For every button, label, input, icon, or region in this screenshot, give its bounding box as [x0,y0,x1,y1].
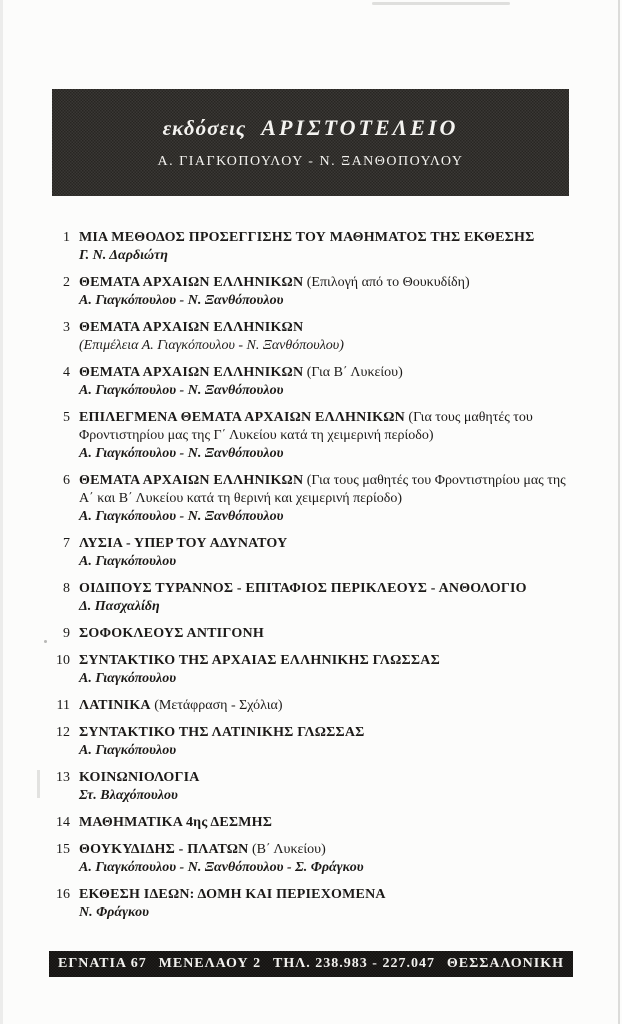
book-title: ΘΕΜΑΤΑ ΑΡΧΑΙΩΝ ΕΛΛΗΝΙΚΩΝ [79,473,304,488]
book-editor-note: (Επιμέλεια Α. Γιαγκόπουλου - Ν. Ξανθόπουλου) [79,338,344,353]
book-author: Α. Γιαγκόπουλου [79,554,177,569]
book-title: ΚΟΙΝΩΝΙΟΛΟΓΙΑ [79,770,200,785]
book-title-line [79,580,573,598]
scan-edge-left [0,0,3,1024]
book-author: Α. Γιαγκόπουλου - Ν. Ξανθόπουλου [79,383,284,398]
book-title-line [79,274,573,292]
book-number: 12 [56,725,70,740]
book-title-line [79,625,573,643]
publisher-brand-line [163,115,459,141]
book-number: 4 [63,365,70,380]
book-title-line [79,724,573,742]
book-item [46,364,573,400]
scan-edge-right [618,0,620,1024]
book-title: ΛΑΤΙΝΙΚΑ [79,698,151,713]
book-author: Α. Γιαγκόπουλου [79,671,177,686]
book-author: Α. Γιαγκόπουλου - Ν. Ξανθόπουλου - Σ. Φράγκου [79,860,364,875]
book-author: Α. Γιαγκόπουλου - Ν. Ξανθόπουλου [79,446,284,461]
book-title-line [79,472,573,508]
book-title-line [79,886,573,904]
book-item [46,652,573,688]
book-author: Α. Γιαγκόπουλου - Ν. Ξανθόπουλου [79,293,284,308]
footer-city: ΘΕΣΣΑΛΟΝΙΚΗ [446,956,564,971]
book-number: 9 [63,626,70,641]
book-number: 10 [56,653,70,668]
publisher-name: ΑΡΙΣΤΟΤΕΛΕΙΟ [261,115,459,140]
book-item [46,472,573,526]
book-title-line [79,697,573,715]
book-author: Α. Γιαγκόπουλου - Ν. Ξανθόπουλου [79,509,284,524]
book-item [46,274,573,310]
book-title: ΘΕΜΑΤΑ ΑΡΧΑΙΩΝ ΕΛΛΗΝΙΚΩΝ [79,365,304,380]
book-title-line [79,409,573,445]
book-number: 1 [63,230,70,245]
book-title-line [79,535,573,553]
book-title-line [79,652,573,670]
footer-phone: ΤΗΛ. 238.983 - 227.047 [273,956,435,971]
scan-smudge-top [372,2,510,5]
book-item [46,535,573,571]
book-title: ΘΟΥΚΥΔΙΔΗΣ - ΠΛΑΤΩΝ [79,842,249,857]
book-title: ΣΥΝΤΑΚΤΙΚΟ ΤΗΣ ΛΑΤΙΝΙΚΗΣ ΓΛΩΣΣΑΣ [79,725,365,740]
book-item [46,697,573,715]
scan-smudge-left [37,770,40,798]
footer-address-egnatia: ΕΓΝΑΤΙΑ 67 [58,956,147,971]
book-author: Γ. Ν. Δαρδιώτη [79,248,168,263]
book-note: (Για τους μαθητές του Φροντιστηρίου μας της Α΄ και Β΄ Λυκείου κατά τη θερινή και χειμερινή περίοδο) [79,473,566,506]
book-item [46,814,573,832]
book-list [46,229,573,931]
book-item [46,769,573,805]
book-note: (Για τους μαθητές του Φροντιστηρίου μας της Γ΄ Λυκείου κατά τη χειμερινή περίοδο) [79,410,533,443]
address-bar [49,951,573,977]
book-note: (Για Β΄ Λυκείου) [303,365,403,380]
book-title: ΘΕΜΑΤΑ ΑΡΧΑΙΩΝ ΕΛΛΗΝΙΚΩΝ [79,275,304,290]
banner-authors: Α. ΓΙΑΓΚΟΠΟΥΛΟΥ - Ν. ΞΑΝΘΟΠΟΥΛΟΥ [157,154,464,169]
book-note: (Β΄ Λυκείου) [248,842,326,857]
book-author: Στ. Βλαχόπουλου [79,788,178,803]
book-title: ΟΙΔΙΠΟΥΣ ΤΥΡΑΝΝΟΣ - ΕΠΙΤΑΦΙΟΣ ΠΕΡΙΚΛΕΟΥΣ - ΑΝΘΟΛΟΓΙΟ [79,581,527,596]
book-number: 14 [56,815,70,830]
book-item [46,724,573,760]
book-item [46,886,573,922]
book-number: 15 [56,842,70,857]
book-number: 13 [56,770,70,785]
book-author: Δ. Πασχαλίδη [79,599,160,614]
book-title-line [79,229,573,247]
book-number: 5 [63,410,70,425]
book-note: (Επιλογή από το Θουκυδίδη) [303,275,470,290]
book-title: ΕΠΙΛΕΓΜΕΝΑ ΘΕΜΑΤΑ ΑΡΧΑΙΩΝ ΕΛΛΗΝΙΚΩΝ [79,410,405,425]
book-title-line [79,319,573,337]
book-item [46,229,573,265]
book-note: (Μετάφραση - Σχόλια) [150,698,283,713]
book-item [46,409,573,463]
book-number: 6 [63,473,70,488]
publisher-banner [52,89,569,196]
book-number: 16 [56,887,70,902]
book-title: ΘΕΜΑΤΑ ΑΡΧΑΙΩΝ ΕΛΛΗΝΙΚΩΝ [79,320,304,335]
footer-address-menelaou: ΜΕΝΕΛΑΟΥ 2 [158,956,262,971]
book-title-line [79,769,573,787]
book-title-line [79,814,573,832]
book-item [46,625,573,643]
book-item [46,841,573,877]
book-title: ΣΥΝΤΑΚΤΙΚΟ ΤΗΣ ΑΡΧΑΙΑΣ ΕΛΛΗΝΙΚΗΣ ΓΛΩΣΣΑΣ [79,653,440,668]
book-number: 2 [63,275,70,290]
book-title-line [79,364,573,382]
book-item [46,319,573,355]
publisher-script: εκδόσεις [162,116,247,140]
book-author: Α. Γιαγκόπουλου [79,743,177,758]
book-title: ΕΚΘΕΣΗ ΙΔΕΩΝ: ΔΟΜΗ ΚΑΙ ΠΕΡΙΕΧΟΜΕΝΑ [79,887,386,902]
book-number: 7 [63,536,70,551]
book-item [46,580,573,616]
book-title: ΣΟΦΟΚΛΕΟΥΣ ΑΝΤΙΓΟΝΗ [79,626,264,641]
book-author: Ν. Φράγκου [79,905,149,920]
book-number: 11 [56,698,70,713]
book-title-line [79,841,573,859]
book-number: 3 [63,320,70,335]
book-title: ΛΥΣΙΑ - ΥΠΕΡ ΤΟΥ ΑΔΥΝΑΤΟΥ [79,536,288,551]
book-title: ΜΙΑ ΜΕΘΟΔΟΣ ΠΡΟΣΕΓΓΙΣΗΣ ΤΟΥ ΜΑΘΗΜΑΤΟΣ ΤΗΣ ΕΚΘΕΣΗΣ [79,230,535,245]
book-number: 8 [63,581,70,596]
book-title: ΜΑΘΗΜΑΤΙΚΑ 4ης ΔΕΣΜΗΣ [79,815,273,830]
